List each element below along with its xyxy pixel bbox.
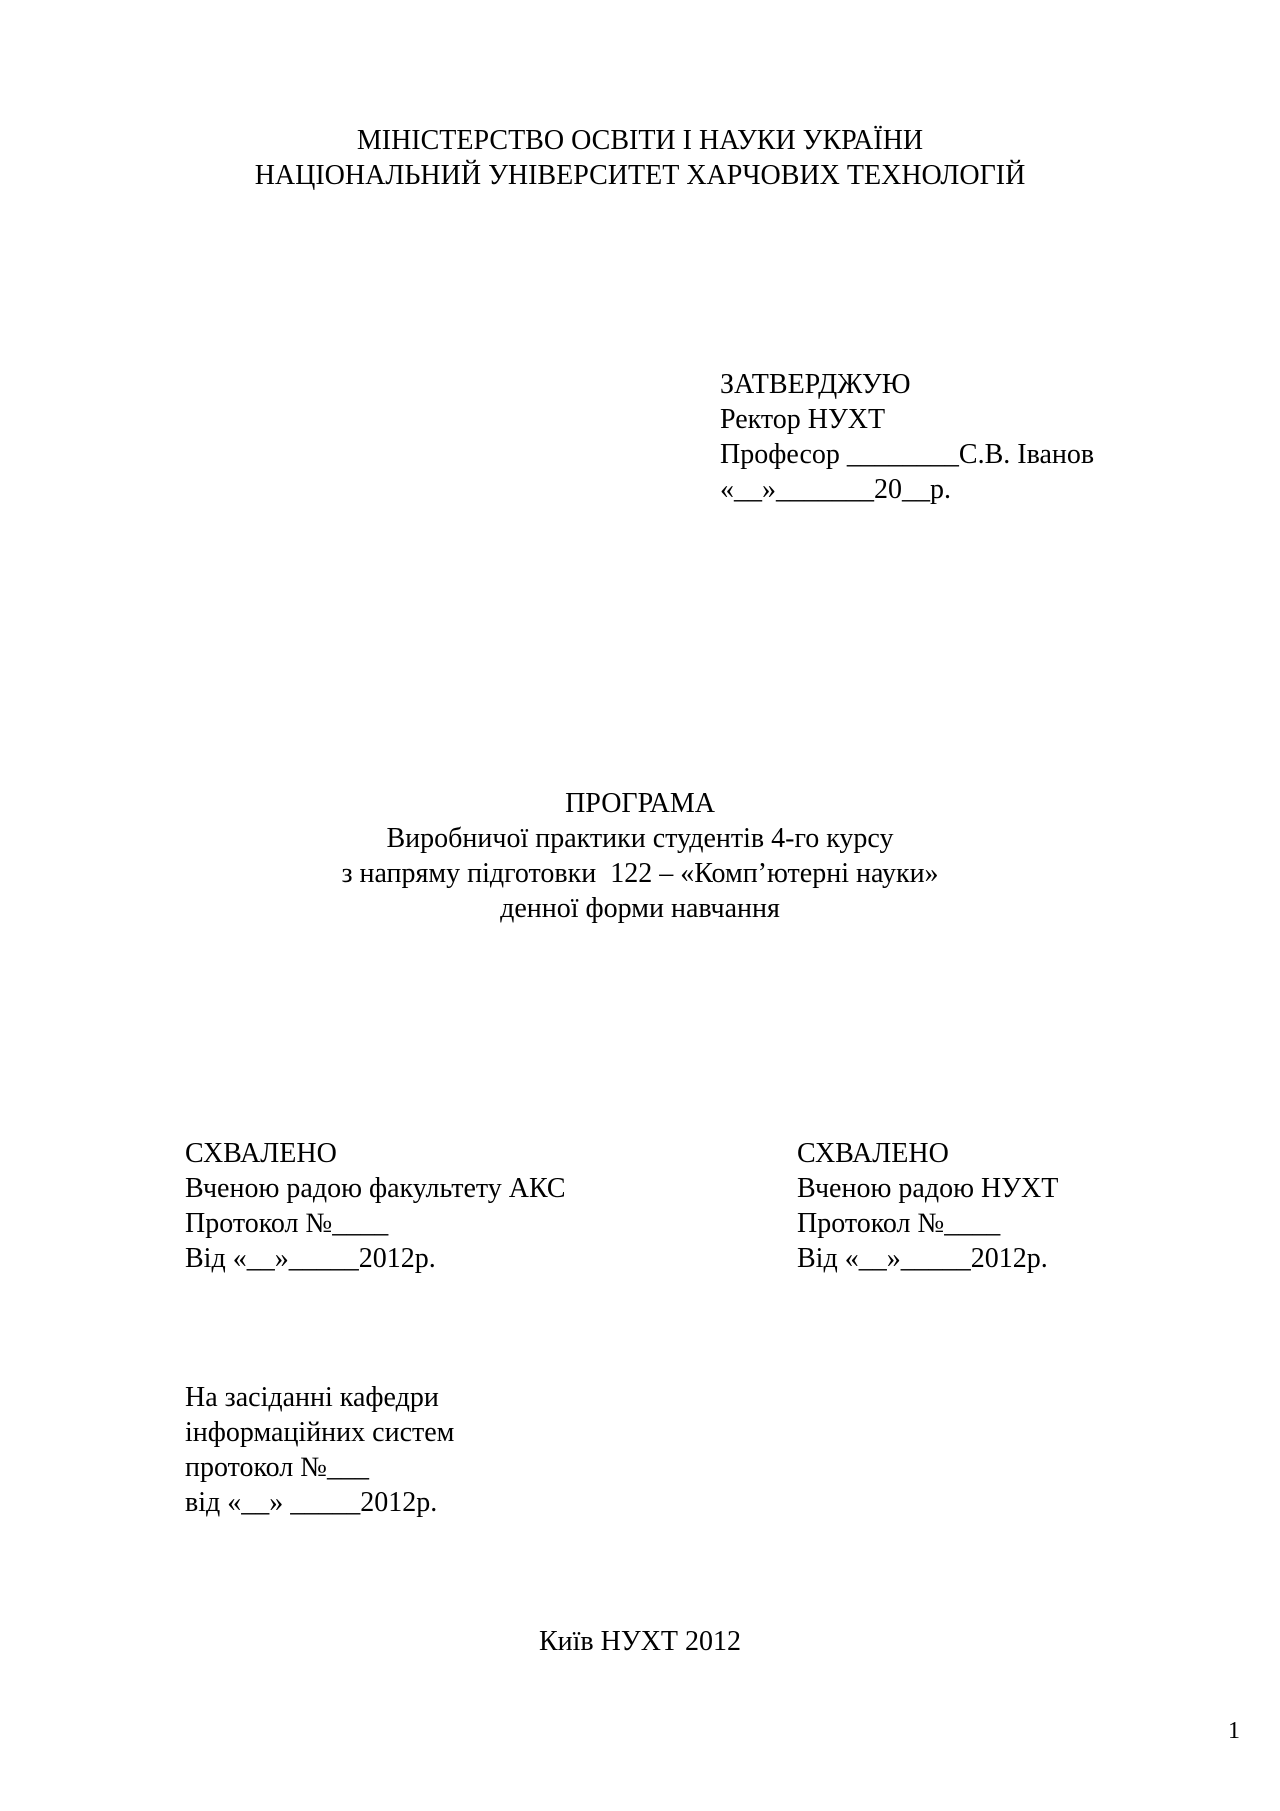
approved-left-body: Вченою радою факультету АКС <box>185 1173 566 1204</box>
approved-right-protocol: Протокол №____ <box>797 1208 1001 1239</box>
program-line-3: денної форми навчання <box>500 893 780 924</box>
program-title: ПРОГРАМА <box>565 788 715 819</box>
approved-right-block <box>797 1136 1058 1276</box>
approval-signature: Професор ________С.В. Іванов <box>720 439 1095 470</box>
approval-block <box>720 367 1094 507</box>
approved-left-title: СХВАЛЕНО <box>185 1138 337 1169</box>
approval-date: «__»_______20__р. <box>720 474 951 505</box>
approved-right-title: СХВАЛЕНО <box>797 1138 949 1169</box>
approval-title: ЗАТВЕРДЖУЮ <box>720 369 911 400</box>
approval-position: Ректор НУХТ <box>720 404 886 435</box>
department-date: від «__» _____2012р. <box>185 1487 438 1518</box>
approved-left-block <box>185 1136 566 1276</box>
approved-right-body: Вченою радою НУХТ <box>797 1173 1059 1204</box>
program-line-2: з напряму підготовки 122 – «Комп’ютерні науки» <box>341 858 939 889</box>
ministry-heading: МІНІСТЕРСТВО ОСВІТИ І НАУКИ УКРАЇНИ <box>356 125 924 156</box>
program-line-1: Виробничої практики студентів 4-го курсу <box>386 823 894 854</box>
page-number: 1 <box>1228 1718 1240 1744</box>
approved-right-date: Від «__»_____2012р. <box>797 1243 1048 1274</box>
approved-left-date: Від «__»_____2012р. <box>185 1243 436 1274</box>
department-protocol: протокол №___ <box>185 1452 369 1483</box>
university-heading: НАЦІОНАЛЬНИЙ УНІВЕРСИТЕТ ХАРЧОВИХ ТЕХНОЛОГІЙ <box>254 160 1026 191</box>
department-block <box>185 1380 454 1520</box>
department-line-2: інформаційних систем <box>185 1417 455 1448</box>
city-year: Київ НУХТ 2012 <box>538 1626 742 1657</box>
department-line-1: На засіданні кафедри <box>185 1382 439 1413</box>
approved-left-protocol: Протокол №____ <box>185 1208 389 1239</box>
